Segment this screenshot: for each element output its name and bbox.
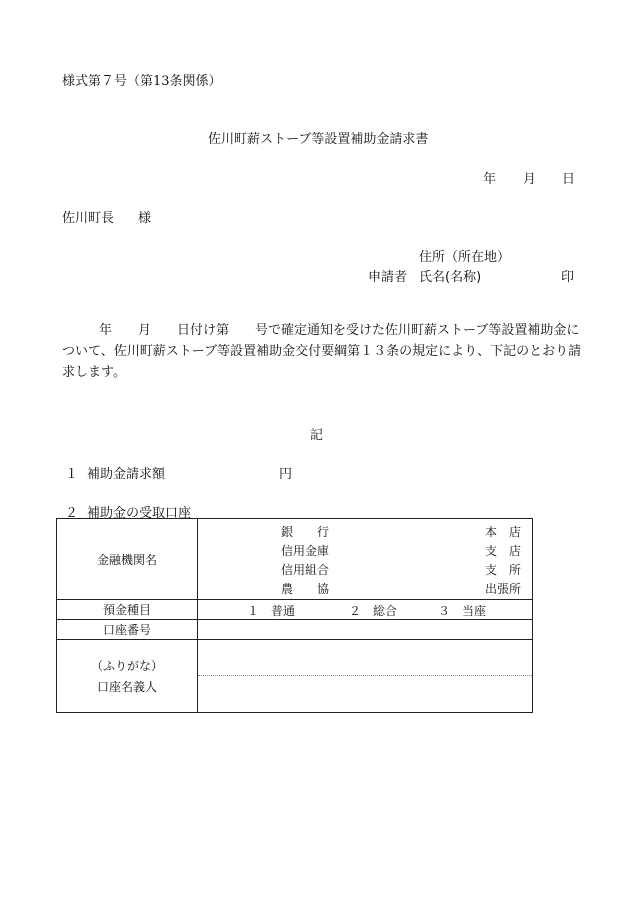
applicant-role-label: 申請者	[368, 270, 408, 285]
institution-type: 農 協	[281, 582, 330, 596]
item-1-number: １	[65, 467, 79, 482]
deposit-option-toza[interactable]: ３ 当座	[438, 604, 487, 618]
item-1-unit: 円	[279, 467, 293, 482]
body-line-1: 年 月 日付け第 号で確定通知を受けた佐川町薪ストーブ等設置補助金に	[99, 323, 580, 338]
deposit-type-label-cell	[57, 600, 198, 620]
date-day: 日	[562, 172, 576, 187]
institution-label-cell	[57, 519, 198, 600]
deposit-option-futsu[interactable]: １ 普通	[247, 604, 296, 618]
addressee-name: 佐川町長	[62, 211, 115, 226]
branch-type: 支 所	[485, 563, 522, 577]
branch-type: 出張所	[485, 582, 522, 596]
deposit-type-label: 預金種目	[102, 603, 151, 617]
institution-type: 信用金庫	[281, 544, 330, 558]
institution-type-row	[198, 521, 532, 540]
account-holder-label: 口座名義人	[96, 680, 157, 694]
body-line-2: ついて、佐川町薪ストーブ等設置補助金交付要綱第１３条の規定により、下記のとおり請	[62, 344, 582, 359]
item-2-label: 補助金の受取口座	[87, 506, 192, 521]
ki-heading: 記	[310, 428, 324, 443]
institution-type: 信用組合	[281, 563, 330, 577]
deposit-type-field[interactable]	[198, 600, 533, 620]
request-body	[62, 320, 582, 383]
applicant-address-label: 住所（所在地）	[419, 250, 511, 265]
bank-account-table	[56, 518, 533, 713]
institution-type-row	[198, 559, 532, 578]
seal-mark: 印	[561, 270, 575, 285]
date-year: 年	[483, 172, 497, 187]
form-number: 様式第７号（第13条関係）	[62, 74, 222, 89]
institution-label: 金融機関名	[96, 552, 157, 567]
furigana-field[interactable]	[198, 640, 532, 676]
institution-type-row	[198, 578, 532, 597]
institution-name-field[interactable]	[198, 519, 533, 600]
furigana-label: （ふりがな）	[90, 659, 163, 673]
account-number-label: 口座番号	[102, 623, 151, 637]
addressee-honorific: 様	[138, 211, 152, 226]
account-holder-name-field[interactable]	[198, 676, 532, 712]
date-month: 月	[523, 172, 537, 187]
document-title: 佐川町薪ストーブ等設置補助金請求書	[208, 132, 429, 147]
account-number-label-cell	[57, 620, 198, 640]
applicant-name-label: 氏名(名称)	[419, 270, 482, 285]
account-holder-label-cell	[57, 640, 198, 713]
account-number-field[interactable]	[198, 620, 533, 640]
body-line-3: 求します。	[62, 365, 126, 380]
branch-type: 支 店	[485, 544, 522, 558]
institution-type-row	[198, 540, 532, 559]
item-2-number: ２	[65, 506, 79, 521]
deposit-option-sogo[interactable]: ２ 総合	[349, 604, 398, 618]
item-1-label: 補助金請求額	[87, 467, 166, 482]
institution-type: 銀 行	[281, 525, 330, 539]
branch-type: 本 店	[485, 525, 522, 539]
account-holder-field	[198, 640, 533, 713]
